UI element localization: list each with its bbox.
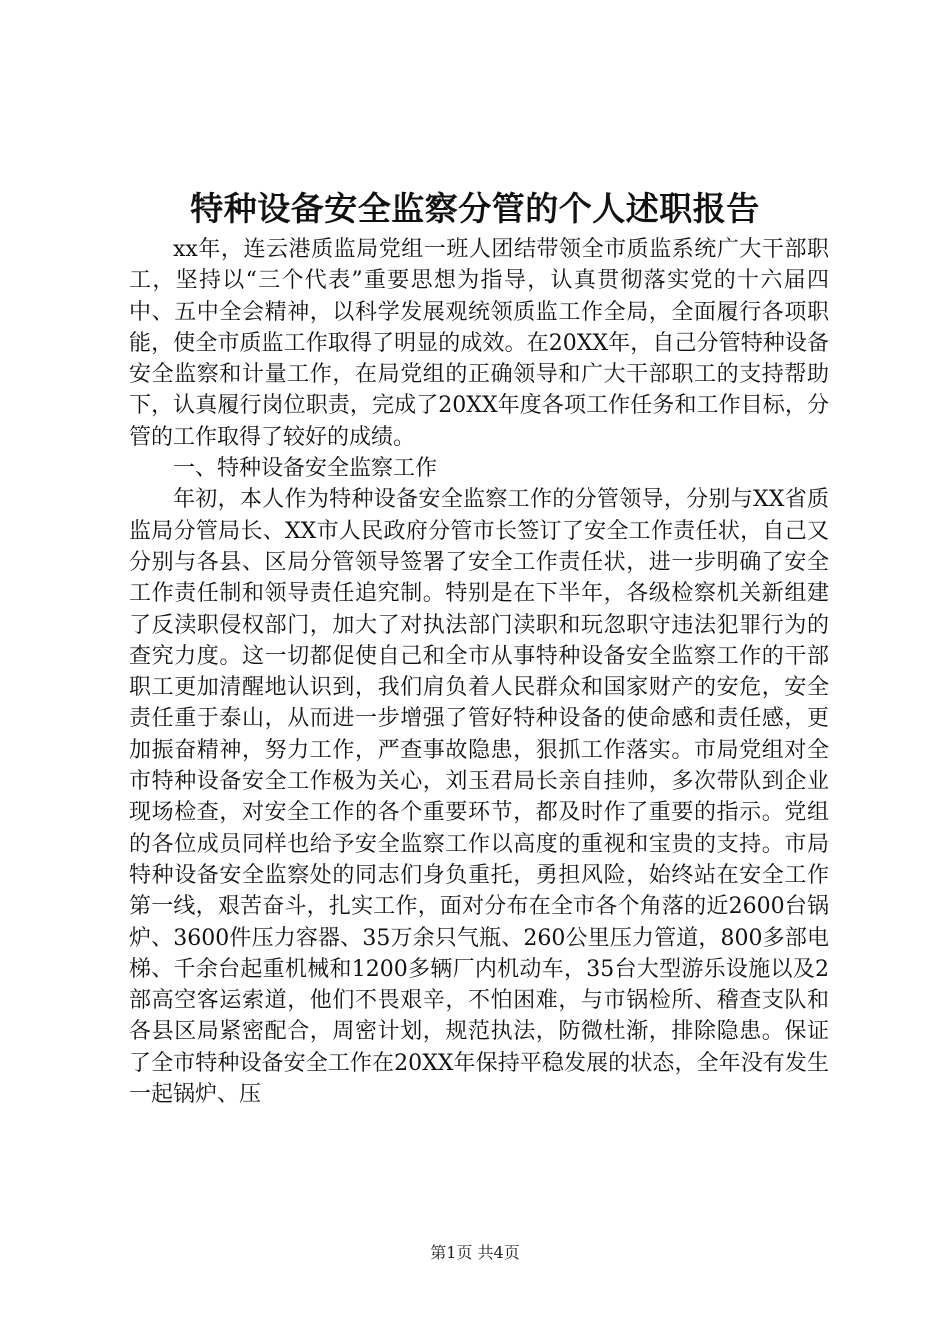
paragraph-section-one: 年初，本人作为特种设备安全监察工作的分管领导，分别与XX省质监局分管局长、XX市人民政府分管市长签订了安全工作责任状，自己又分别与各县、区局分管领导签署了安全工作责任状，进一步明确了安全工作责任制和领导责任追究制。特别是在下半年，各级检察机关新组建了反渎职侵权部门，加大了对执法部门渎职和玩忽职守违法犯罪行为的查究力度。这一切都促使自己和全市从事特种设备安全监察工作的干部职工更加清醒地认识到，我们肩负着人民群众和国家财产的安危，安全责任重于泰山，从而进一步增强了管好特种设备的使命感和责任感，更加振奋精神，努力工作，严查事故隐患，狠抓工作落实。市局党组对全市特种设备安全工作极为关心，刘玉君局长亲自挂帅，多次带队到企业现场检查，对安全工作的各个重要环节，都及时作了重要的指示。党组的各位成员同样也给予安全监察工作以高度的重视和宝贵的支持。市局特种设备安全监察处的同志们身负重托，勇担风险，始终站在安全工作第一线，艰苦奋斗，扎实工作，面对分布在全市各个角落的近2600台锅炉、3600件压力容器、35万余只气瓶、260公里压力管道，800多部电梯、千余台起重机械和1200多辆厂内机动车，35台大型游乐设施以及2部高空客运索道，他们不畏艰辛，不怕困难，与市锅检所、稽查支队和各县区局紧密配合，周密计划，规范执法，防微杜渐，排除隐患。保证了全市特种设备安全工作在20XX年保持平稳发展的状态，全年没有发生一起锅炉、压 (129, 487, 829, 1108)
document-body (129, 234, 829, 1110)
page-number: 第1页 共4页 (430, 1243, 520, 1262)
section-heading: 一、特种设备安全监察工作 (173, 456, 438, 482)
document-title: 特种设备安全监察分管的个人述职报告 (190, 189, 760, 228)
paragraph-intro: xx年，连云港质监局党组一班人团结带领全市质监系统广大干部职工，坚持以“三个代表”重要思想为指导，认真贯彻落实党的十六届四中、五中全会精神，以科学发展观统领质监工作全局，全面履行各项职能，使全市质监工作取得了明显的成效。在20XX年，自己分管特种设备安全监察和计量工作，在局党组的正确领导和广大干部职工的支持帮助下，认真履行岗位职责，完成了20XX年度各项工作任务和工作目标，分管的工作取得了较好的成绩。 (129, 237, 829, 450)
